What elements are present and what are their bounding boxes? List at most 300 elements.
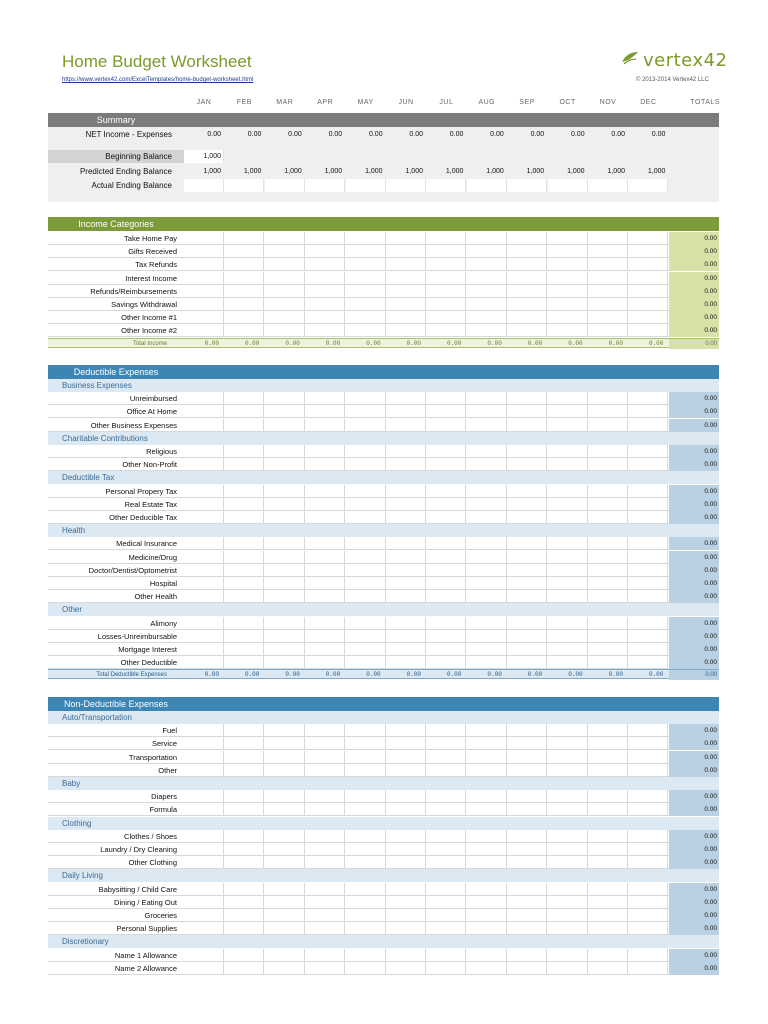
month-input-cell[interactable]	[184, 590, 224, 602]
month-input-cell[interactable]	[588, 590, 628, 602]
month-input-cell[interactable]	[184, 458, 224, 470]
month-input-cell[interactable]	[305, 458, 345, 470]
month-input-cell[interactable]	[507, 896, 547, 908]
month-input-cell[interactable]	[467, 922, 507, 934]
month-input-cell[interactable]	[346, 311, 386, 323]
month-input-cell[interactable]	[224, 298, 264, 310]
month-input-cell[interactable]	[386, 258, 426, 270]
month-input-cell[interactable]	[548, 511, 588, 523]
month-input-cell[interactable]	[305, 830, 345, 842]
month-input-cell[interactable]	[386, 883, 426, 895]
month-input-cell[interactable]	[588, 909, 628, 921]
month-input-cell[interactable]	[588, 498, 628, 510]
month-input-cell[interactable]	[305, 803, 345, 815]
month-input-cell[interactable]	[386, 856, 426, 868]
month-input-cell[interactable]	[305, 737, 345, 749]
month-input-cell[interactable]	[548, 405, 588, 417]
actual-ending-balance-input[interactable]	[588, 179, 628, 192]
month-input-cell[interactable]	[467, 445, 507, 457]
month-input-cell[interactable]	[548, 790, 588, 802]
month-input-cell[interactable]	[426, 643, 466, 655]
month-input-cell[interactable]	[305, 551, 345, 563]
month-input-cell[interactable]	[346, 909, 386, 921]
month-input-cell[interactable]	[224, 392, 264, 404]
month-input-cell[interactable]	[548, 245, 588, 257]
month-input-cell[interactable]	[426, 392, 466, 404]
month-input-cell[interactable]	[184, 962, 224, 974]
month-input-cell[interactable]	[507, 949, 547, 961]
month-input-cell[interactable]	[386, 590, 426, 602]
month-input-cell[interactable]	[507, 909, 547, 921]
month-input-cell[interactable]	[628, 258, 668, 270]
month-input-cell[interactable]	[507, 856, 547, 868]
month-input-cell[interactable]	[346, 896, 386, 908]
month-input-cell[interactable]	[265, 285, 305, 297]
month-input-cell[interactable]	[184, 285, 224, 297]
month-input-cell[interactable]	[507, 643, 547, 655]
month-input-cell[interactable]	[265, 630, 305, 642]
month-input-cell[interactable]	[386, 564, 426, 576]
month-input-cell[interactable]	[548, 272, 588, 284]
month-input-cell[interactable]	[467, 751, 507, 763]
month-input-cell[interactable]	[548, 458, 588, 470]
month-input-cell[interactable]	[386, 445, 426, 457]
month-input-cell[interactable]	[224, 232, 264, 244]
month-input-cell[interactable]	[507, 590, 547, 602]
month-input-cell[interactable]	[426, 232, 466, 244]
month-input-cell[interactable]	[265, 962, 305, 974]
month-input-cell[interactable]	[184, 551, 224, 563]
month-input-cell[interactable]	[507, 790, 547, 802]
month-input-cell[interactable]	[628, 419, 668, 431]
month-input-cell[interactable]	[386, 630, 426, 642]
month-input-cell[interactable]	[305, 751, 345, 763]
month-input-cell[interactable]	[426, 537, 466, 549]
month-input-cell[interactable]	[628, 656, 668, 668]
month-input-cell[interactable]	[224, 856, 264, 868]
month-input-cell[interactable]	[507, 577, 547, 589]
month-input-cell[interactable]	[588, 830, 628, 842]
month-input-cell[interactable]	[265, 405, 305, 417]
month-input-cell[interactable]	[265, 564, 305, 576]
month-input-cell[interactable]	[628, 949, 668, 961]
month-input-cell[interactable]	[386, 232, 426, 244]
actual-ending-balance-input[interactable]	[467, 179, 507, 192]
month-input-cell[interactable]	[386, 949, 426, 961]
month-input-cell[interactable]	[305, 298, 345, 310]
month-input-cell[interactable]	[346, 830, 386, 842]
month-input-cell[interactable]	[265, 764, 305, 776]
month-input-cell[interactable]	[184, 498, 224, 510]
month-input-cell[interactable]	[184, 630, 224, 642]
month-input-cell[interactable]	[386, 311, 426, 323]
month-input-cell[interactable]	[184, 245, 224, 257]
month-input-cell[interactable]	[467, 896, 507, 908]
actual-ending-balance-input[interactable]	[426, 179, 466, 192]
actual-ending-balance-input[interactable]	[628, 179, 668, 192]
month-input-cell[interactable]	[224, 245, 264, 257]
month-input-cell[interactable]	[224, 962, 264, 974]
month-input-cell[interactable]	[467, 485, 507, 497]
month-input-cell[interactable]	[548, 445, 588, 457]
month-input-cell[interactable]	[386, 790, 426, 802]
month-input-cell[interactable]	[507, 537, 547, 549]
month-input-cell[interactable]	[467, 909, 507, 921]
month-input-cell[interactable]	[305, 896, 345, 908]
month-input-cell[interactable]	[224, 564, 264, 576]
month-input-cell[interactable]	[224, 922, 264, 934]
month-input-cell[interactable]	[346, 724, 386, 736]
month-input-cell[interactable]	[628, 764, 668, 776]
month-input-cell[interactable]	[184, 258, 224, 270]
month-input-cell[interactable]	[265, 311, 305, 323]
month-input-cell[interactable]	[548, 896, 588, 908]
month-input-cell[interactable]	[346, 643, 386, 655]
month-input-cell[interactable]	[467, 577, 507, 589]
month-input-cell[interactable]	[628, 445, 668, 457]
month-input-cell[interactable]	[467, 311, 507, 323]
month-input-cell[interactable]	[346, 285, 386, 297]
actual-ending-balance-input[interactable]	[305, 179, 345, 192]
month-input-cell[interactable]	[386, 737, 426, 749]
month-input-cell[interactable]	[628, 751, 668, 763]
month-input-cell[interactable]	[467, 830, 507, 842]
month-input-cell[interactable]	[628, 392, 668, 404]
month-input-cell[interactable]	[184, 922, 224, 934]
month-input-cell[interactable]	[265, 856, 305, 868]
month-input-cell[interactable]	[628, 564, 668, 576]
month-input-cell[interactable]	[628, 232, 668, 244]
month-input-cell[interactable]	[588, 643, 628, 655]
month-input-cell[interactable]	[467, 590, 507, 602]
month-input-cell[interactable]	[305, 311, 345, 323]
month-input-cell[interactable]	[548, 883, 588, 895]
month-input-cell[interactable]	[628, 577, 668, 589]
month-input-cell[interactable]	[426, 590, 466, 602]
month-input-cell[interactable]	[467, 617, 507, 629]
month-input-cell[interactable]	[224, 577, 264, 589]
month-input-cell[interactable]	[346, 258, 386, 270]
month-input-cell[interactable]	[588, 405, 628, 417]
month-input-cell[interactable]	[386, 551, 426, 563]
month-input-cell[interactable]	[265, 537, 305, 549]
month-input-cell[interactable]	[548, 843, 588, 855]
actual-ending-balance-input[interactable]	[184, 179, 224, 192]
month-input-cell[interactable]	[467, 498, 507, 510]
month-input-cell[interactable]	[224, 590, 264, 602]
month-input-cell[interactable]	[386, 324, 426, 336]
month-input-cell[interactable]	[628, 883, 668, 895]
month-input-cell[interactable]	[628, 551, 668, 563]
month-input-cell[interactable]	[548, 643, 588, 655]
month-input-cell[interactable]	[467, 856, 507, 868]
month-input-cell[interactable]	[305, 577, 345, 589]
month-input-cell[interactable]	[548, 311, 588, 323]
month-input-cell[interactable]	[588, 445, 628, 457]
month-input-cell[interactable]	[628, 724, 668, 736]
month-input-cell[interactable]	[426, 577, 466, 589]
actual-ending-balance-input[interactable]	[507, 179, 547, 192]
month-input-cell[interactable]	[467, 949, 507, 961]
month-input-cell[interactable]	[426, 962, 466, 974]
month-input-cell[interactable]	[467, 630, 507, 642]
month-input-cell[interactable]	[305, 392, 345, 404]
month-input-cell[interactable]	[265, 485, 305, 497]
month-input-cell[interactable]	[184, 737, 224, 749]
month-input-cell[interactable]	[548, 764, 588, 776]
month-input-cell[interactable]	[588, 962, 628, 974]
month-input-cell[interactable]	[426, 445, 466, 457]
month-input-cell[interactable]	[346, 498, 386, 510]
month-input-cell[interactable]	[346, 922, 386, 934]
month-input-cell[interactable]	[426, 883, 466, 895]
month-input-cell[interactable]	[346, 617, 386, 629]
month-input-cell[interactable]	[305, 511, 345, 523]
month-input-cell[interactable]	[507, 392, 547, 404]
month-input-cell[interactable]	[305, 405, 345, 417]
month-input-cell[interactable]	[507, 419, 547, 431]
month-input-cell[interactable]	[628, 405, 668, 417]
month-input-cell[interactable]	[184, 577, 224, 589]
month-input-cell[interactable]	[224, 630, 264, 642]
month-input-cell[interactable]	[507, 764, 547, 776]
month-input-cell[interactable]	[467, 537, 507, 549]
month-input-cell[interactable]	[265, 922, 305, 934]
month-input-cell[interactable]	[507, 551, 547, 563]
month-input-cell[interactable]	[628, 643, 668, 655]
month-input-cell[interactable]	[224, 272, 264, 284]
month-input-cell[interactable]	[426, 803, 466, 815]
month-input-cell[interactable]	[346, 630, 386, 642]
month-input-cell[interactable]	[467, 803, 507, 815]
month-input-cell[interactable]	[265, 656, 305, 668]
month-input-cell[interactable]	[507, 232, 547, 244]
month-input-cell[interactable]	[548, 617, 588, 629]
month-input-cell[interactable]	[467, 737, 507, 749]
month-input-cell[interactable]	[305, 843, 345, 855]
month-input-cell[interactable]	[548, 909, 588, 921]
month-input-cell[interactable]	[224, 909, 264, 921]
month-input-cell[interactable]	[628, 285, 668, 297]
month-input-cell[interactable]	[467, 392, 507, 404]
month-input-cell[interactable]	[305, 922, 345, 934]
month-input-cell[interactable]	[184, 419, 224, 431]
month-input-cell[interactable]	[305, 656, 345, 668]
month-input-cell[interactable]	[628, 324, 668, 336]
month-input-cell[interactable]	[265, 498, 305, 510]
month-input-cell[interactable]	[507, 803, 547, 815]
month-input-cell[interactable]	[426, 419, 466, 431]
month-input-cell[interactable]	[224, 551, 264, 563]
month-input-cell[interactable]	[265, 324, 305, 336]
month-input-cell[interactable]	[628, 630, 668, 642]
month-input-cell[interactable]	[548, 324, 588, 336]
month-input-cell[interactable]	[265, 258, 305, 270]
month-input-cell[interactable]	[467, 551, 507, 563]
month-input-cell[interactable]	[588, 272, 628, 284]
month-input-cell[interactable]	[588, 311, 628, 323]
month-input-cell[interactable]	[628, 298, 668, 310]
month-input-cell[interactable]	[305, 643, 345, 655]
month-input-cell[interactable]	[507, 830, 547, 842]
month-input-cell[interactable]	[386, 298, 426, 310]
month-input-cell[interactable]	[507, 272, 547, 284]
month-input-cell[interactable]	[305, 485, 345, 497]
month-input-cell[interactable]	[426, 856, 466, 868]
month-input-cell[interactable]	[628, 922, 668, 934]
month-input-cell[interactable]	[426, 830, 466, 842]
month-input-cell[interactable]	[184, 790, 224, 802]
month-input-cell[interactable]	[265, 790, 305, 802]
month-input-cell[interactable]	[426, 498, 466, 510]
month-input-cell[interactable]	[588, 843, 628, 855]
month-input-cell[interactable]	[305, 856, 345, 868]
month-input-cell[interactable]	[467, 883, 507, 895]
month-input-cell[interactable]	[628, 245, 668, 257]
month-input-cell[interactable]	[467, 232, 507, 244]
month-input-cell[interactable]	[426, 258, 466, 270]
month-input-cell[interactable]	[386, 511, 426, 523]
month-input-cell[interactable]	[305, 724, 345, 736]
month-input-cell[interactable]	[386, 643, 426, 655]
month-input-cell[interactable]	[184, 405, 224, 417]
month-input-cell[interactable]	[548, 856, 588, 868]
month-input-cell[interactable]	[346, 751, 386, 763]
month-input-cell[interactable]	[224, 949, 264, 961]
month-input-cell[interactable]	[184, 909, 224, 921]
month-input-cell[interactable]	[426, 790, 466, 802]
month-input-cell[interactable]	[184, 883, 224, 895]
month-input-cell[interactable]	[467, 285, 507, 297]
month-input-cell[interactable]	[628, 537, 668, 549]
actual-ending-balance-input[interactable]	[386, 179, 426, 192]
month-input-cell[interactable]	[426, 764, 466, 776]
month-input-cell[interactable]	[588, 803, 628, 815]
month-input-cell[interactable]	[548, 803, 588, 815]
month-input-cell[interactable]	[588, 617, 628, 629]
month-input-cell[interactable]	[548, 577, 588, 589]
month-input-cell[interactable]	[548, 298, 588, 310]
month-input-cell[interactable]	[305, 949, 345, 961]
month-input-cell[interactable]	[386, 537, 426, 549]
month-input-cell[interactable]	[386, 843, 426, 855]
month-input-cell[interactable]	[386, 962, 426, 974]
month-input-cell[interactable]	[305, 272, 345, 284]
month-input-cell[interactable]	[467, 511, 507, 523]
month-input-cell[interactable]	[265, 458, 305, 470]
month-input-cell[interactable]	[386, 922, 426, 934]
month-input-cell[interactable]	[346, 590, 386, 602]
month-input-cell[interactable]	[467, 405, 507, 417]
month-input-cell[interactable]	[184, 949, 224, 961]
month-input-cell[interactable]	[346, 843, 386, 855]
month-input-cell[interactable]	[224, 405, 264, 417]
month-input-cell[interactable]	[305, 617, 345, 629]
month-input-cell[interactable]	[224, 843, 264, 855]
month-input-cell[interactable]	[305, 445, 345, 457]
month-input-cell[interactable]	[467, 298, 507, 310]
month-input-cell[interactable]	[548, 232, 588, 244]
month-input-cell[interactable]	[184, 656, 224, 668]
month-input-cell[interactable]	[588, 324, 628, 336]
month-input-cell[interactable]	[467, 764, 507, 776]
month-input-cell[interactable]	[426, 405, 466, 417]
month-input-cell[interactable]	[426, 656, 466, 668]
month-input-cell[interactable]	[628, 962, 668, 974]
month-input-cell[interactable]	[346, 764, 386, 776]
month-input-cell[interactable]	[467, 272, 507, 284]
actual-ending-balance-input[interactable]	[548, 179, 588, 192]
month-input-cell[interactable]	[426, 922, 466, 934]
month-input-cell[interactable]	[467, 962, 507, 974]
month-input-cell[interactable]	[426, 298, 466, 310]
month-input-cell[interactable]	[224, 724, 264, 736]
month-input-cell[interactable]	[628, 590, 668, 602]
month-input-cell[interactable]	[507, 324, 547, 336]
month-input-cell[interactable]	[548, 392, 588, 404]
month-input-cell[interactable]	[346, 245, 386, 257]
month-input-cell[interactable]	[507, 617, 547, 629]
month-input-cell[interactable]	[628, 485, 668, 497]
month-input-cell[interactable]	[507, 285, 547, 297]
month-input-cell[interactable]	[386, 577, 426, 589]
month-input-cell[interactable]	[426, 245, 466, 257]
month-input-cell[interactable]	[588, 564, 628, 576]
month-input-cell[interactable]	[588, 258, 628, 270]
month-input-cell[interactable]	[184, 272, 224, 284]
month-input-cell[interactable]	[224, 643, 264, 655]
month-input-cell[interactable]	[265, 643, 305, 655]
month-input-cell[interactable]	[588, 285, 628, 297]
month-input-cell[interactable]	[184, 830, 224, 842]
month-input-cell[interactable]	[507, 962, 547, 974]
month-input-cell[interactable]	[507, 311, 547, 323]
month-input-cell[interactable]	[628, 498, 668, 510]
month-input-cell[interactable]	[467, 790, 507, 802]
month-input-cell[interactable]	[265, 551, 305, 563]
month-input-cell[interactable]	[628, 909, 668, 921]
month-input-cell[interactable]	[467, 564, 507, 576]
month-input-cell[interactable]	[548, 724, 588, 736]
month-input-cell[interactable]	[386, 830, 426, 842]
month-input-cell[interactable]	[184, 511, 224, 523]
month-input-cell[interactable]	[224, 311, 264, 323]
month-input-cell[interactable]	[265, 949, 305, 961]
month-input-cell[interactable]	[184, 643, 224, 655]
month-input-cell[interactable]	[305, 909, 345, 921]
month-input-cell[interactable]	[467, 419, 507, 431]
month-input-cell[interactable]	[184, 298, 224, 310]
month-input-cell[interactable]	[628, 896, 668, 908]
month-input-cell[interactable]	[184, 803, 224, 815]
month-input-cell[interactable]	[426, 630, 466, 642]
month-input-cell[interactable]	[548, 485, 588, 497]
month-input-cell[interactable]	[467, 245, 507, 257]
month-input-cell[interactable]	[386, 405, 426, 417]
month-input-cell[interactable]	[346, 445, 386, 457]
month-input-cell[interactable]	[224, 258, 264, 270]
month-input-cell[interactable]	[265, 590, 305, 602]
month-input-cell[interactable]	[346, 883, 386, 895]
month-input-cell[interactable]	[548, 551, 588, 563]
month-input-cell[interactable]	[265, 843, 305, 855]
month-input-cell[interactable]	[588, 551, 628, 563]
month-input-cell[interactable]	[346, 803, 386, 815]
month-input-cell[interactable]	[305, 790, 345, 802]
month-input-cell[interactable]	[507, 843, 547, 855]
month-input-cell[interactable]	[426, 285, 466, 297]
month-input-cell[interactable]	[426, 617, 466, 629]
